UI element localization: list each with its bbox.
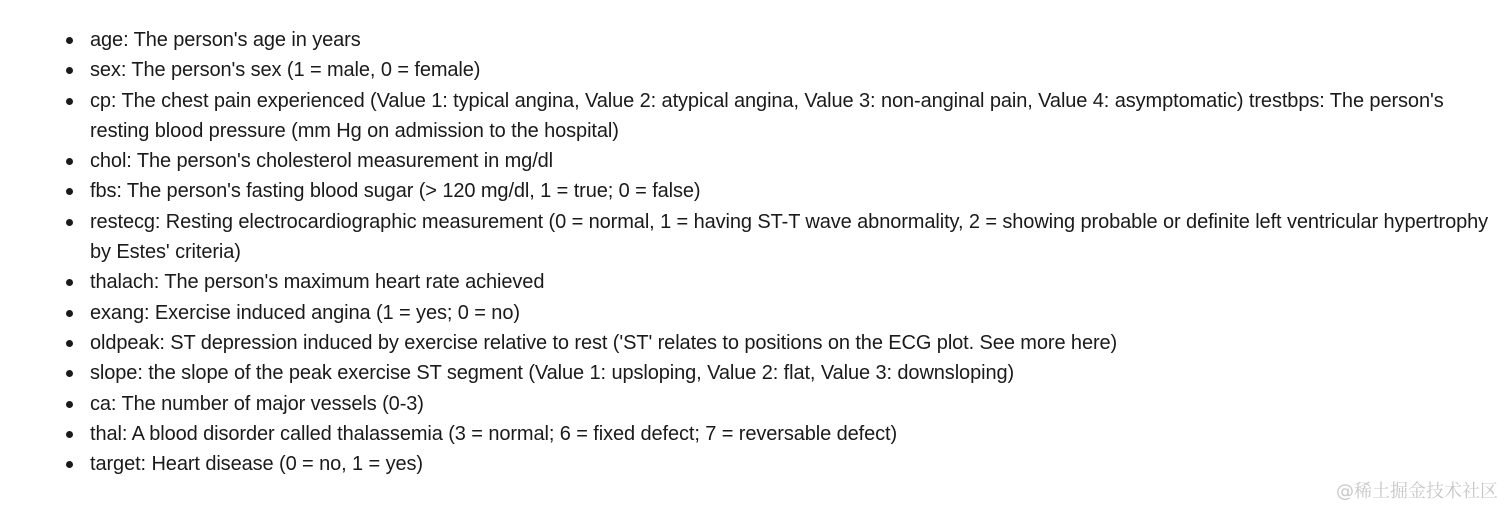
list-item-ca: ca: The number of major vessels (0-3) [90, 389, 1490, 419]
list-item-oldpeak: oldpeak: ST depression induced by exercise relative to rest ('ST' relates to positions on the ECG plot. See more here) [90, 328, 1490, 358]
list-item-thal: thal: A blood disorder called thalassemia (3 = normal; 6 = fixed defect; 7 = reversable defect) [90, 419, 1490, 449]
list-item-chol: chol: The person's cholesterol measurement in mg/dl [90, 146, 1490, 176]
list-item-restecg: restecg: Resting electrocardiographic measurement (0 = normal, 1 = having ST-T wave abnormality, 2 = showing probable or definite left ventricular hypertrophy by Estes' criteria) [90, 207, 1490, 268]
list-item-thalach: thalach: The person's maximum heart rate achieved [90, 267, 1490, 297]
attribute-list [90, 25, 1490, 479]
list-item-sex: sex: The person's sex (1 = male, 0 = female) [90, 55, 1490, 85]
list-item-cp: cp: The chest pain experienced (Value 1: typical angina, Value 2: atypical angina, Value 3: non-anginal pain, Value 4: asymptomatic) trestbps: The person's resting blood pressure (mm Hg on admission to the hospital) [90, 86, 1490, 147]
list-item-slope: slope: the slope of the peak exercise ST segment (Value 1: upsloping, Value 2: flat, Value 3: downsloping) [90, 358, 1490, 388]
list-item-fbs: fbs: The person's fasting blood sugar (> 120 mg/dl, 1 = true; 0 = false) [90, 176, 1490, 206]
watermark: @稀土掘金技术社区 [1336, 481, 1498, 502]
list-item-exang: exang: Exercise induced angina (1 = yes; 0 = no) [90, 298, 1490, 328]
list-item-target: target: Heart disease (0 = no, 1 = yes) [90, 449, 1490, 479]
list-item-age: age: The person's age in years [90, 25, 1490, 55]
